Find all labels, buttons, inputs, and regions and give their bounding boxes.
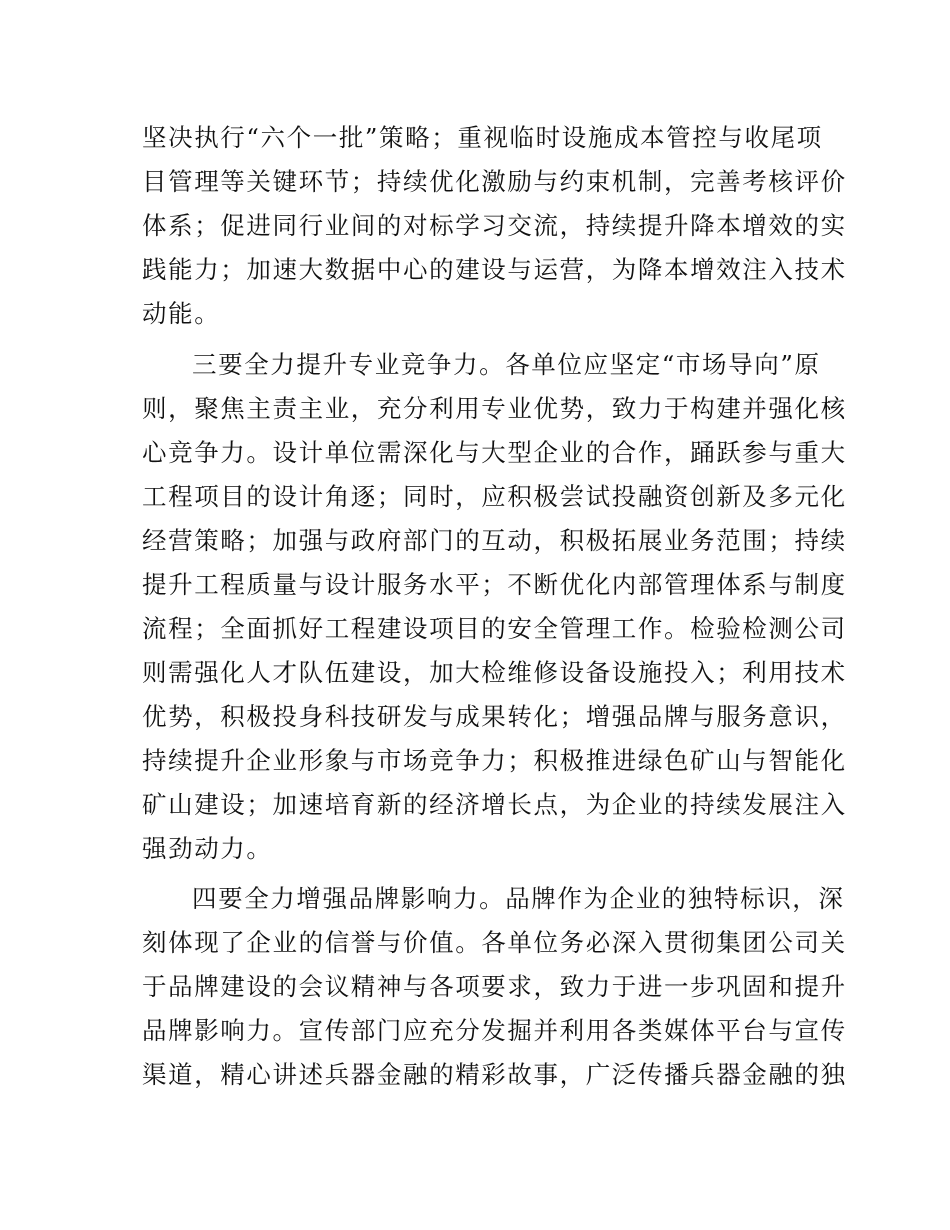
text-line: 提升工程质量与设计服务水平；不断优化内部管理体系与制度 [142,570,847,599]
text-line: 目管理等关键环节；持续优化激励与约束机制，完善考核评价 [142,167,847,196]
text-line: 则需强化人才队伍建设，加大检维修设备设施投入；利用技术 [142,658,847,687]
text-line: 则，聚焦主责主业，充分利用专业优势，致力于构建并强化核 [142,394,847,423]
text-line: 心竞争力。设计单位需深化与大型企业的合作，踊跃参与重大 [142,438,847,467]
text-line: 强劲动力。 [142,834,273,863]
text-line: 渠道，精心讲述兵器金融的精彩故事，广泛传播兵器金融的独 [142,1060,847,1089]
text-line: 工程项目的设计角逐；同时，应积极尝试投融资创新及多元化 [142,482,847,511]
paragraph-competitiveness [142,343,847,871]
text-line: 刻体现了企业的信誉与价值。各单位务必深入贯彻集团公司关 [142,928,847,957]
text-line: 践能力；加速大数据中心的建设与运营，为降本增效注入技术 [142,255,847,284]
text-line: 四要全力增强品牌影响力。品牌作为企业的独特标识，深 [192,884,845,913]
text-line: 矿山建设；加速培育新的经济增长点，为企业的持续发展注入 [142,790,847,819]
paragraph-cost-reduction [142,116,847,336]
text-line: 经营策略；加强与政府部门的互动，积极拓展业务范围；持续 [142,526,847,555]
text-line: 流程；全面抓好工程建设项目的安全管理工作。检验检测公司 [142,614,847,643]
text-line: 于品牌建设的会议精神与各项要求，致力于进一步巩固和提升 [142,972,847,1001]
text-line: 品牌影响力。宣传部门应充分发掘并利用各类媒体平台与宣传 [142,1016,847,1045]
text-line: 坚决执行“六个一批”策略；重视临时设施成本管控与收尾项 [142,123,823,152]
paragraph-brand-influence [142,877,847,1097]
text-line: 持续提升企业形象与市场竞争力；积极推进绿色矿山与智能化 [142,746,847,775]
text-line: 优势，积极投身科技研发与成果转化；增强品牌与服务意识， [142,702,847,731]
text-line: 动能。 [142,299,221,328]
text-line: 三要全力提升专业竞争力。各单位应坚定“市场导向”原 [192,350,821,379]
text-line: 体系；促进同行业间的对标学习交流，持续提升降本增效的实 [142,211,847,240]
